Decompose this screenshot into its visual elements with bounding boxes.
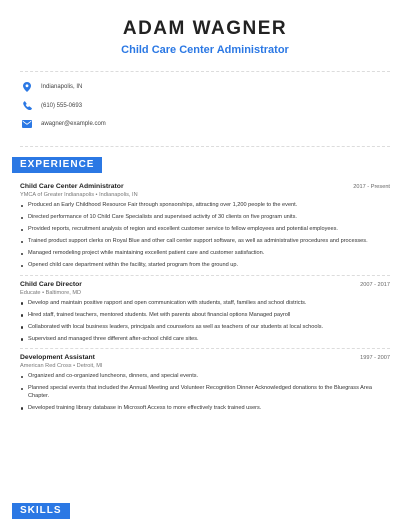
job-bullet: Produced an Early Childhood Resource Fair through sponsorships, attracting over 1,200 people to the event. [20,202,390,210]
job-bullet: Supervised and managed three different after-school child care sites. [20,336,390,344]
mail-icon [22,119,32,129]
contact-block [0,72,410,146]
skills-section-heading: SKILLS [12,503,70,519]
job-bullet: Managed remodeling project while maintaining excellent patient care and customer satisfaction. [20,250,390,258]
job-entry [20,354,390,412]
contact-phone [20,97,390,115]
candidate-name: ADAM WAGNER [122,18,288,39]
job-dates: 2007 - 2017 [360,281,390,288]
location-pin-icon [22,82,32,92]
job-divider [20,275,390,276]
candidate-title: Child Care Center Administrator [121,44,289,56]
job-bullet: Hired staff, trained teachers, mentored students. Met with parents about financial options Managed payroll [20,312,390,320]
job-bullet: Trained product support clerks on Royal Blue and other call center support software, as well as administrative procedures and processes. [20,238,390,246]
job-divider [20,348,390,349]
job-bullet: Opened child care department within the facility, started program from the ground up. [20,262,390,270]
phone-icon [22,101,32,111]
contact-divider [20,146,390,147]
job-bullet: Collaborated with local business leaders, principals and counselors as well as teachers of our students at local schools. [20,324,390,332]
job-dates: 2017 - Present [353,184,390,190]
resume-header [0,0,410,56]
job-header [20,281,390,288]
job-organization: American Red Cross • Detroit, MI [20,362,103,369]
job-bullet-list [20,300,390,344]
job-organization: Educate • Baltimore, MD [20,289,82,296]
job-title: Child Care Center Administrator [20,183,124,190]
job-dates: 1997 - 2007 [360,354,390,361]
job-bullet: Develop and maintain positive rapport and open communication with students, staff, families and school districts. [20,300,390,308]
job-header [20,183,390,190]
job-bullet: Planned special events that included the Annual Meeting and Volunteer Recognition Dinner Acknowledged donations to the Bluegrass Area Chapter. [20,385,390,400]
job-bullet: Directed performance of 10 Child Care Specialists and supervised activity of 30 clients on five program units. [20,214,390,222]
job-bullet-list [20,202,390,270]
job-header [20,354,390,361]
contact-email[interactable] [20,115,390,133]
email-link[interactable]: awagner@example.com [41,121,106,127]
job-bullet-list [20,373,390,412]
contact-location [20,78,390,96]
phone-text: (610) 555-0693 [41,102,83,109]
job-title: Development Assistant [20,353,95,361]
location-text: Indianapolis, IN [41,84,83,90]
job-organization: YMCA of Greater Indianapolis • Indianapolis, IN [20,192,138,198]
experience-list [0,183,410,412]
job-bullet: Provided reports, recruitment analysis of region and excellent customer service to fellow employees and potential employees. [20,226,390,234]
experience-section-heading: EXPERIENCE [12,157,102,173]
job-entry [20,183,390,270]
job-bullet: Organized and co-organized luncheons, dinners, and special events. [20,373,390,381]
job-entry [20,281,390,344]
job-bullet: Developed training library database in Microsoft Access to more effectively track trained users. [20,405,390,413]
job-title: Child Care Director [20,280,82,288]
